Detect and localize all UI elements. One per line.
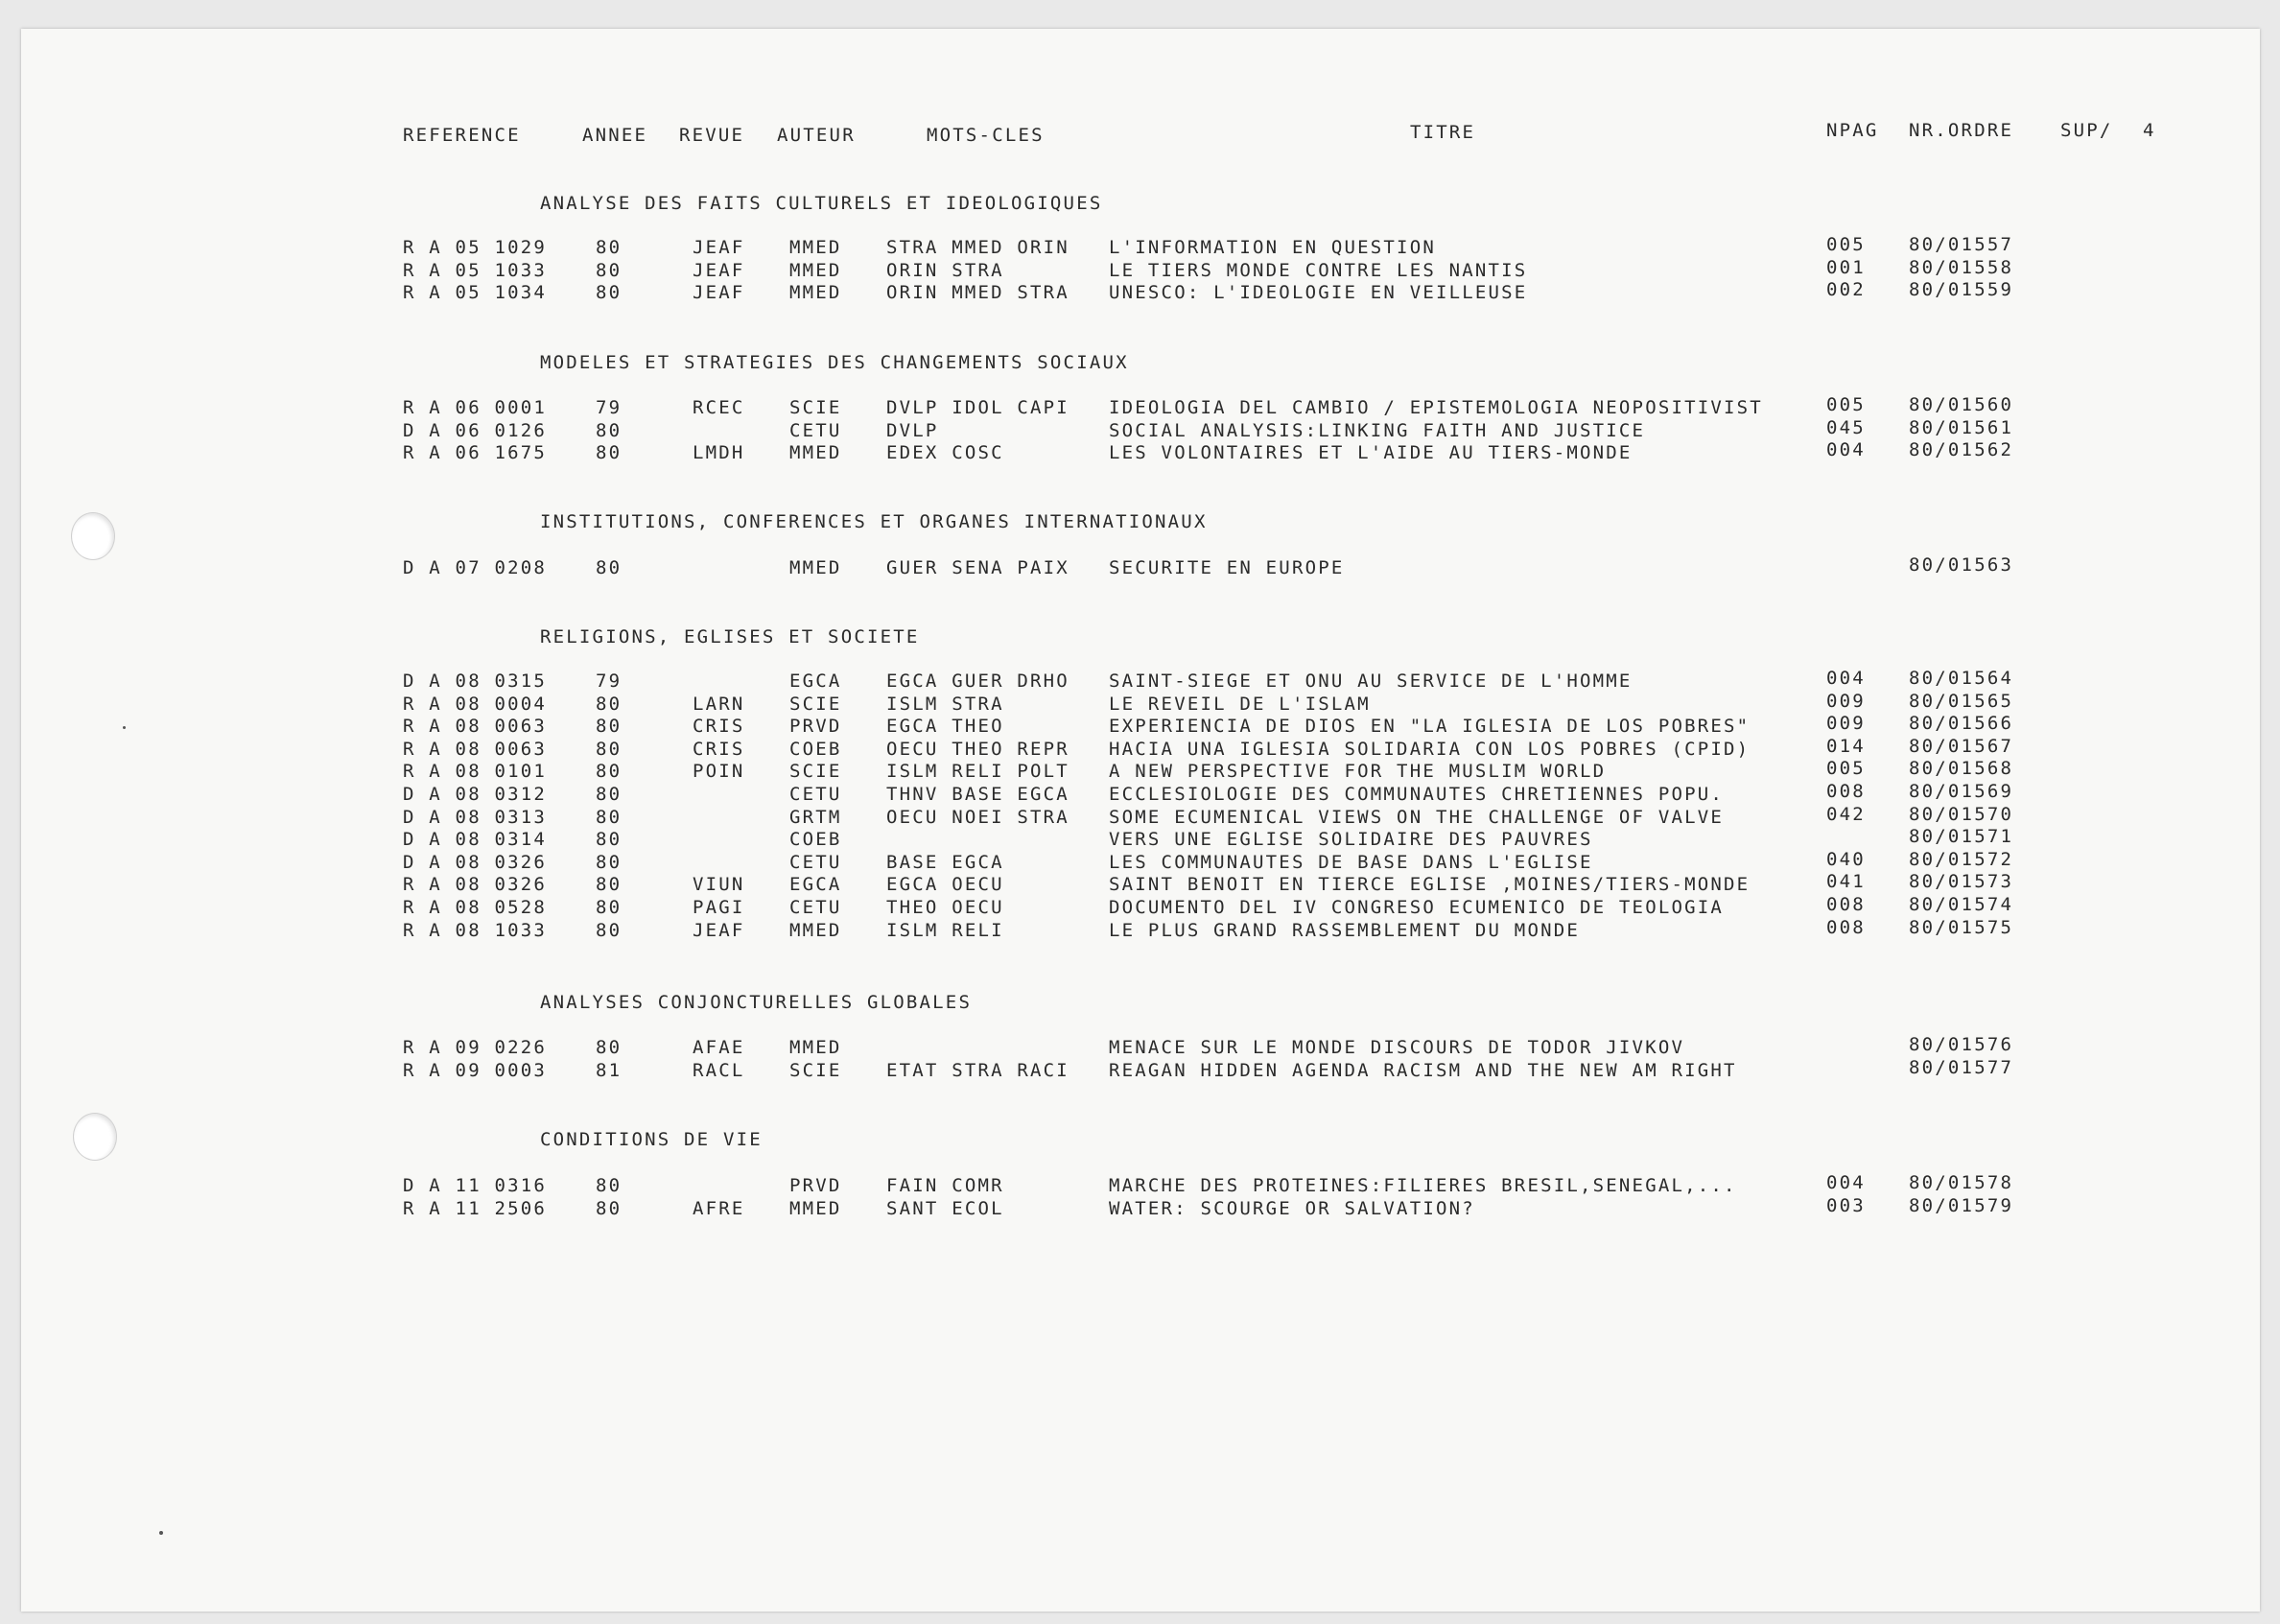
cell-mots-cles: FAIN COMR [886, 1175, 1004, 1196]
cell-mots-cles: GUER SENA PAIX [886, 557, 1069, 578]
cell-annee: 80 [596, 282, 623, 304]
header-mots-cles: MOTS-CLES [927, 125, 1045, 146]
cell-revue: PAGI [693, 897, 745, 918]
cell-npag: 004 [1826, 668, 1866, 689]
cell-titre: MENACE SUR LE MONDE DISCOURS DE TODOR JIVKOV [1109, 1037, 1685, 1058]
section-title: CONDITIONS DE VIE [540, 1129, 763, 1150]
cell-reference: D A 08 0326 [403, 851, 548, 873]
cell-titre: REAGAN HIDDEN AGENDA RACISM AND THE NEW AM RIGHT [1109, 1059, 1737, 1081]
header-sup: SUP/ [2060, 120, 2113, 141]
cell-auteur: MMED [789, 557, 842, 578]
cell-titre: SOME ECUMENICAL VIEWS ON THE CHALLENGE OF VALVE [1109, 806, 1725, 828]
cell-reference: R A 05 1029 [403, 237, 548, 258]
cell-nr-ordre: 80/01568 [1909, 758, 2014, 780]
cell-nr-ordre: 80/01575 [1909, 916, 2014, 938]
cell-npag: 041 [1826, 871, 1866, 893]
header-npag: NPAG [1826, 120, 1879, 141]
cell-titre: VERS UNE EGLISE SOLIDAIRE DES PAUVRES [1109, 829, 1593, 851]
cell-mots-cles: BASE EGCA [886, 851, 1004, 873]
cell-titre: SOCIAL ANALYSIS:LINKING FAITH AND JUSTICE [1109, 419, 1646, 441]
cell-titre: SECURITE EN EUROPE [1109, 557, 1345, 578]
cell-auteur: MMED [789, 1037, 842, 1058]
cell-nr-ordre: 80/01566 [1909, 713, 2014, 735]
cell-auteur: COEB [789, 829, 842, 851]
cell-reference: D A 11 0316 [403, 1175, 548, 1196]
cell-mots-cles: OECU THEO REPR [886, 738, 1069, 760]
cell-reference: R A 08 1033 [403, 919, 548, 941]
cell-annee: 80 [596, 237, 623, 258]
cell-npag: 045 [1826, 416, 1866, 438]
cell-annee: 81 [596, 1059, 623, 1081]
cell-annee: 80 [596, 693, 623, 715]
cell-revue: CRIS [693, 738, 745, 760]
header-titre: TITRE [1410, 122, 1476, 143]
cell-npag: 014 [1826, 735, 1866, 757]
cell-annee: 80 [596, 919, 623, 941]
cell-annee: 80 [596, 442, 623, 464]
cell-mots-cles: EDEX COSC [886, 442, 1004, 464]
cell-titre: HACIA UNA IGLESIA SOLIDARIA CON LOS POBRES (CPID) [1109, 738, 1751, 760]
cell-mots-cles: ORIN STRA [886, 259, 1004, 281]
cell-npag: 005 [1826, 394, 1866, 415]
section-title: MODELES ET STRATEGIES DES CHANGEMENTS SOCIAUX [540, 352, 1129, 373]
cell-npag: 009 [1826, 690, 1866, 712]
cell-titre: LES VOLONTAIRES ET L'AIDE AU TIERS-MONDE [1109, 442, 1633, 464]
cell-reference: D A 08 0315 [403, 671, 548, 692]
cell-reference: R A 08 0063 [403, 716, 548, 738]
cell-titre: SAINT-SIEGE ET ONU AU SERVICE DE L'HOMME [1109, 671, 1633, 692]
cell-nr-ordre: 80/01571 [1909, 826, 2014, 848]
cell-auteur: MMED [789, 282, 842, 304]
cell-npag: 008 [1826, 894, 1866, 915]
cell-nr-ordre: 80/01570 [1909, 803, 2014, 825]
cell-nr-ordre: 80/01565 [1909, 690, 2014, 712]
cell-auteur: PRVD [789, 716, 842, 738]
cell-npag: 008 [1826, 781, 1866, 802]
cell-mots-cles: SANT ECOL [886, 1197, 1004, 1219]
cell-mots-cles: STRA MMED ORIN [886, 237, 1069, 258]
cell-revue: RCEC [693, 397, 745, 418]
cell-reference: D A 06 0126 [403, 419, 548, 441]
cell-mots-cles: EGCA OECU [886, 874, 1004, 896]
cell-npag: 040 [1826, 848, 1866, 870]
cell-titre: UNESCO: L'IDEOLOGIE EN VEILLEUSE [1109, 282, 1528, 304]
cell-reference: R A 11 2506 [403, 1197, 548, 1219]
cell-nr-ordre: 80/01562 [1909, 439, 2014, 461]
cell-revue: AFAE [693, 1037, 745, 1058]
cell-annee: 80 [596, 851, 623, 873]
cell-reference: R A 06 1675 [403, 442, 548, 464]
cell-mots-cles: ETAT STRA RACI [886, 1059, 1069, 1081]
cell-titre: WATER: SCOURGE OR SALVATION? [1109, 1197, 1475, 1219]
punch-hole-bottom [73, 1113, 117, 1161]
cell-titre: LES COMMUNAUTES DE BASE DANS L'EGLISE [1109, 851, 1593, 873]
header-revue: REVUE [679, 125, 745, 146]
cell-mots-cles: EGCA THEO [886, 716, 1004, 738]
cell-annee: 80 [596, 829, 623, 851]
cell-annee: 80 [596, 784, 623, 805]
cell-auteur: PRVD [789, 1175, 842, 1196]
header-annee: ANNEE [582, 125, 648, 146]
cell-auteur: SCIE [789, 761, 842, 783]
cell-nr-ordre: 80/01572 [1909, 848, 2014, 870]
punch-hole-top [71, 512, 115, 560]
cell-reference: R A 08 0004 [403, 693, 548, 715]
cell-auteur: MMED [789, 1197, 842, 1219]
cell-npag: 005 [1826, 758, 1866, 780]
cell-annee: 79 [596, 671, 623, 692]
cell-auteur: MMED [789, 442, 842, 464]
cell-annee: 80 [596, 897, 623, 918]
speck [159, 1531, 163, 1535]
speck [123, 726, 126, 729]
cell-annee: 80 [596, 716, 623, 738]
cell-mots-cles: OECU NOEI STRA [886, 806, 1069, 828]
cell-auteur: MMED [789, 919, 842, 941]
cell-mots-cles: DVLP IDOL CAPI [886, 397, 1069, 418]
header-auteur: AUTEUR [777, 125, 856, 146]
cell-revue: JEAF [693, 259, 745, 281]
cell-annee: 80 [596, 1175, 623, 1196]
cell-reference: R A 08 0528 [403, 897, 548, 918]
cell-nr-ordre: 80/01561 [1909, 416, 2014, 438]
cell-mots-cles: THNV BASE EGCA [886, 784, 1069, 805]
cell-auteur: GRTM [789, 806, 842, 828]
cell-npag: 004 [1826, 439, 1866, 461]
cell-nr-ordre: 80/01569 [1909, 781, 2014, 802]
header-nr-ordre: NR.ORDRE [1909, 120, 2014, 141]
header-reference: REFERENCE [403, 125, 521, 146]
cell-mots-cles: ISLM STRA [886, 693, 1004, 715]
cell-nr-ordre: 80/01576 [1909, 1034, 2014, 1055]
cell-nr-ordre: 80/01559 [1909, 279, 2014, 301]
cell-annee: 80 [596, 761, 623, 783]
cell-reference: D A 08 0314 [403, 829, 548, 851]
cell-reference: R A 09 0003 [403, 1059, 548, 1081]
cell-titre: A NEW PERSPECTIVE FOR THE MUSLIM WORLD [1109, 761, 1607, 783]
section-title: ANALYSES CONJONCTURELLES GLOBALES [540, 992, 973, 1013]
cell-reference: D A 08 0312 [403, 784, 548, 805]
cell-reference: R A 05 1033 [403, 259, 548, 281]
cell-auteur: EGCA [789, 874, 842, 896]
cell-auteur: CETU [789, 897, 842, 918]
cell-revue: POIN [693, 761, 745, 783]
page-number: 4 [2143, 120, 2156, 141]
cell-auteur: CETU [789, 851, 842, 873]
cell-reference: R A 08 0063 [403, 738, 548, 760]
cell-annee: 80 [596, 874, 623, 896]
cell-nr-ordre: 80/01567 [1909, 735, 2014, 757]
cell-nr-ordre: 80/01557 [1909, 234, 2014, 255]
cell-revue: AFRE [693, 1197, 745, 1219]
cell-revue: JEAF [693, 919, 745, 941]
cell-auteur: CETU [789, 419, 842, 441]
cell-nr-ordre: 80/01563 [1909, 554, 2014, 576]
cell-auteur: MMED [789, 237, 842, 258]
section-title: ANALYSE DES FAITS CULTURELS ET IDEOLOGIQUES [540, 193, 1103, 214]
cell-titre: SAINT BENOIT EN TIERCE EGLISE ,MOINES/TIERS-MONDE [1109, 874, 1751, 896]
section-title: INSTITUTIONS, CONFERENCES ET ORGANES INTERNATIONAUX [540, 511, 1208, 532]
cell-annee: 80 [596, 806, 623, 828]
cell-mots-cles: EGCA GUER DRHO [886, 671, 1069, 692]
cell-reference: R A 06 0001 [403, 397, 548, 418]
cell-npag: 042 [1826, 803, 1866, 825]
cell-nr-ordre: 80/01564 [1909, 668, 2014, 689]
cell-revue: LARN [693, 693, 745, 715]
cell-titre: MARCHE DES PROTEINES:FILIERES BRESIL,SENEGAL,... [1109, 1175, 1737, 1196]
cell-nr-ordre: 80/01579 [1909, 1194, 2014, 1216]
cell-revue: VIUN [693, 874, 745, 896]
cell-reference: R A 08 0101 [403, 761, 548, 783]
cell-nr-ordre: 80/01560 [1909, 394, 2014, 415]
cell-npag: 009 [1826, 713, 1866, 735]
cell-nr-ordre: 80/01573 [1909, 871, 2014, 893]
cell-annee: 80 [596, 1037, 623, 1058]
cell-nr-ordre: 80/01574 [1909, 894, 2014, 915]
cell-revue: RACL [693, 1059, 745, 1081]
cell-auteur: MMED [789, 259, 842, 281]
cell-mots-cles: THEO OECU [886, 897, 1004, 918]
cell-titre: IDEOLOGIA DEL CAMBIO / EPISTEMOLOGIA NEOPOSITIVIST [1109, 397, 1763, 418]
cell-titre: DOCUMENTO DEL IV CONGRESO ECUMENICO DE TEOLOGIA [1109, 897, 1725, 918]
cell-annee: 80 [596, 1197, 623, 1219]
cell-annee: 80 [596, 259, 623, 281]
cell-annee: 80 [596, 738, 623, 760]
cell-titre: LE REVEIL DE L'ISLAM [1109, 693, 1371, 715]
cell-revue: JEAF [693, 237, 745, 258]
cell-auteur: SCIE [789, 397, 842, 418]
cell-reference: R A 09 0226 [403, 1037, 548, 1058]
cell-reference: R A 08 0326 [403, 874, 548, 896]
cell-titre: LE PLUS GRAND RASSEMBLEMENT DU MONDE [1109, 919, 1581, 941]
cell-npag: 008 [1826, 916, 1866, 938]
cell-mots-cles: ISLM RELI [886, 919, 1004, 941]
cell-titre: LE TIERS MONDE CONTRE LES NANTIS [1109, 259, 1528, 281]
cell-npag: 001 [1826, 256, 1866, 278]
cell-npag: 005 [1826, 234, 1866, 255]
cell-auteur: SCIE [789, 693, 842, 715]
cell-nr-ordre: 80/01558 [1909, 256, 2014, 278]
cell-npag: 002 [1826, 279, 1866, 301]
cell-auteur: EGCA [789, 671, 842, 692]
cell-revue: LMDH [693, 442, 745, 464]
cell-mots-cles: ISLM RELI POLT [886, 761, 1069, 783]
cell-mots-cles: DVLP [886, 419, 939, 441]
cell-revue: JEAF [693, 282, 745, 304]
cell-auteur: CETU [789, 784, 842, 805]
cell-annee: 80 [596, 557, 623, 578]
cell-reference: D A 07 0208 [403, 557, 548, 578]
cell-nr-ordre: 80/01578 [1909, 1172, 2014, 1193]
cell-revue: CRIS [693, 716, 745, 738]
cell-reference: D A 08 0313 [403, 806, 548, 828]
cell-titre: ECCLESIOLOGIE DES COMMUNAUTES CHRETIENNES POPU. [1109, 784, 1725, 805]
cell-titre: L'INFORMATION EN QUESTION [1109, 237, 1436, 258]
cell-nr-ordre: 80/01577 [1909, 1056, 2014, 1078]
cell-titre: EXPERIENCIA DE DIOS EN "LA IGLESIA DE LOS POBRES" [1109, 716, 1751, 738]
cell-auteur: SCIE [789, 1059, 842, 1081]
cell-mots-cles: ORIN MMED STRA [886, 282, 1069, 304]
cell-annee: 79 [596, 397, 623, 418]
cell-annee: 80 [596, 419, 623, 441]
cell-auteur: COEB [789, 738, 842, 760]
cell-npag: 003 [1826, 1194, 1866, 1216]
section-title: RELIGIONS, EGLISES ET SOCIETE [540, 626, 920, 647]
cell-npag: 004 [1826, 1172, 1866, 1193]
cell-reference: R A 05 1034 [403, 282, 548, 304]
